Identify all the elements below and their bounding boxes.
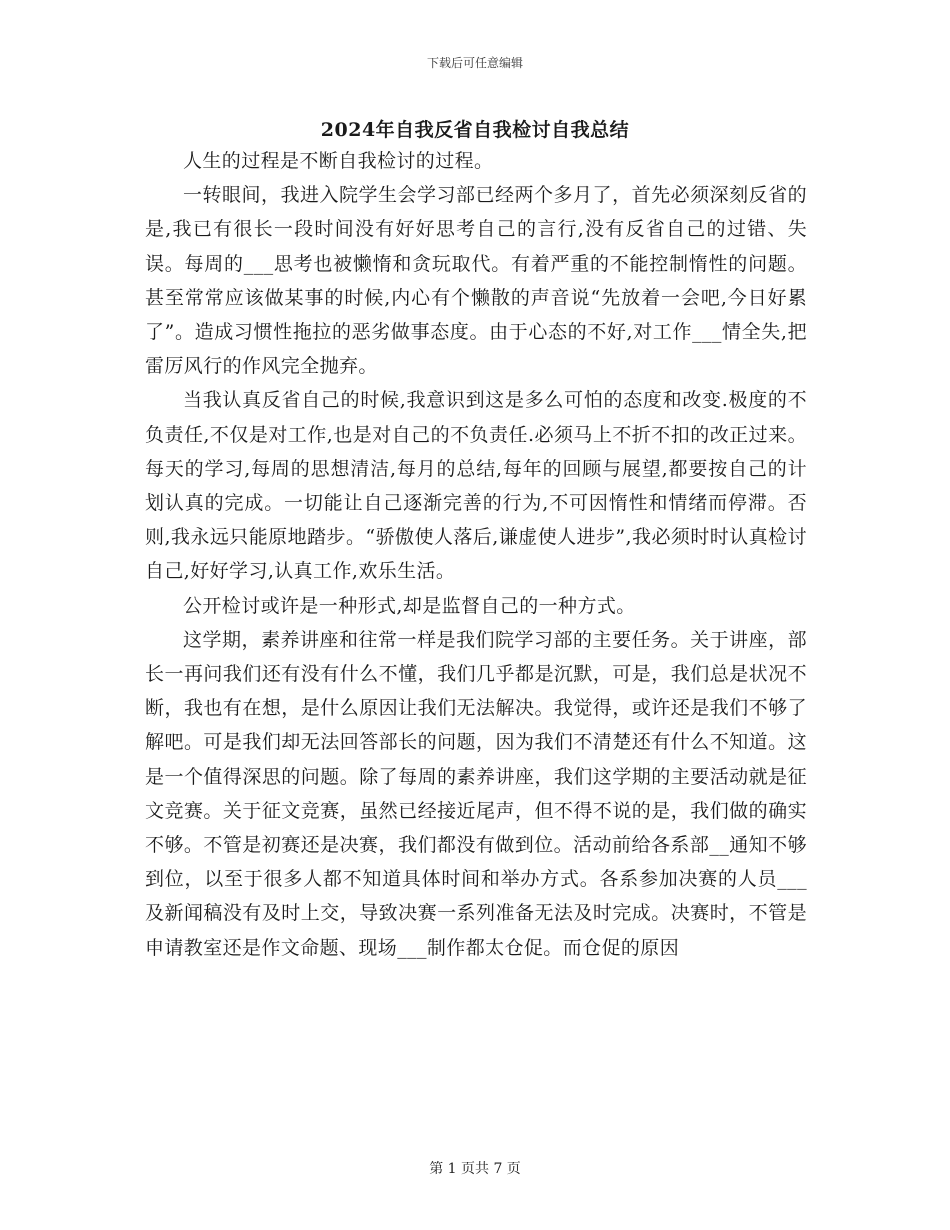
paragraph: 一转眼间，我进入院学生会学习部已经两个多月了，首先必须深刻反省的是,我已有很长一段时间没有好好思考自己的言行,没有反省自己的过错、失误。每周的___思考也被懒惰和贪玩取代。有着严重的不能控制惰性的问题。甚至常常应该做某事的时候,内心有个懒散的声音说“先放着一会吧,今日好累了”。造成习惯性拖拉的恶劣做事态度。由于心态的不好,对工作___情全失,把雷厉风行的作风完全抛弃。 <box>145 184 807 378</box>
paragraph: 这学期，素养讲座和往常一样是我们院学习部的主要任务。关于讲座，部长一再问我们还有没有什么不懂，我们几乎都是沉默，可是，我们总是状况不断，我也有在想，是什么原因让我们无法解决。我觉得，或许还是我们不够了解吧。可是我们却无法回答部长的问题，因为我们不清楚还有什么不知道。这是一个值得深思的问题。除了每周的素养讲座，我们这学期的主要活动就是征文竞赛。关于征文竞赛，虽然已经接近尾声，但不得不说的是，我们做的确实不够。不管是初赛还是决赛，我们都没有做到位。活动前给各系部__通知不够到位，以至于很多人都不知道具体时间和举办方式。各系参加决赛的人员___及新闻稿没有及时上交，导致决赛一系列准备无法及时完成。决赛时，不管是申请教室还是作文命题、现场___制作都太仓促。而仓促的原因 <box>145 628 807 959</box>
paragraph: 当我认真反省自己的时候,我意识到这是多么可怕的态度和改变.极度的不负责任,不仅是对工作,也是对自己的不负责任.必须马上不折不扣的改正过来。每天的学习,每周的思想清洁,每月的总结,每年的回顾与展望,都要按自己的计划认真的完成。一切能让自己逐渐完善的行为,不可因惰性和情绪而停滞。否则,我永远只能原地踏步。“骄傲使人落后,谦虚使人进步”,我必须时时认真检讨自己,好好学习,认真工作,欢乐生活。 <box>145 389 807 583</box>
paragraph: 人生的过程是不断自我检讨的过程。 <box>183 150 494 172</box>
document-body <box>145 144 807 965</box>
page-header-note: 下载后可任意编辑 <box>426 56 523 70</box>
page-number: 第 1 页共 7 页 <box>429 1161 521 1177</box>
document-title: 2024年自我反省自我检讨自我总结 <box>320 119 630 141</box>
paragraph: 公开检讨或许是一种形式,却是监督自己的一种方式。 <box>183 594 636 617</box>
